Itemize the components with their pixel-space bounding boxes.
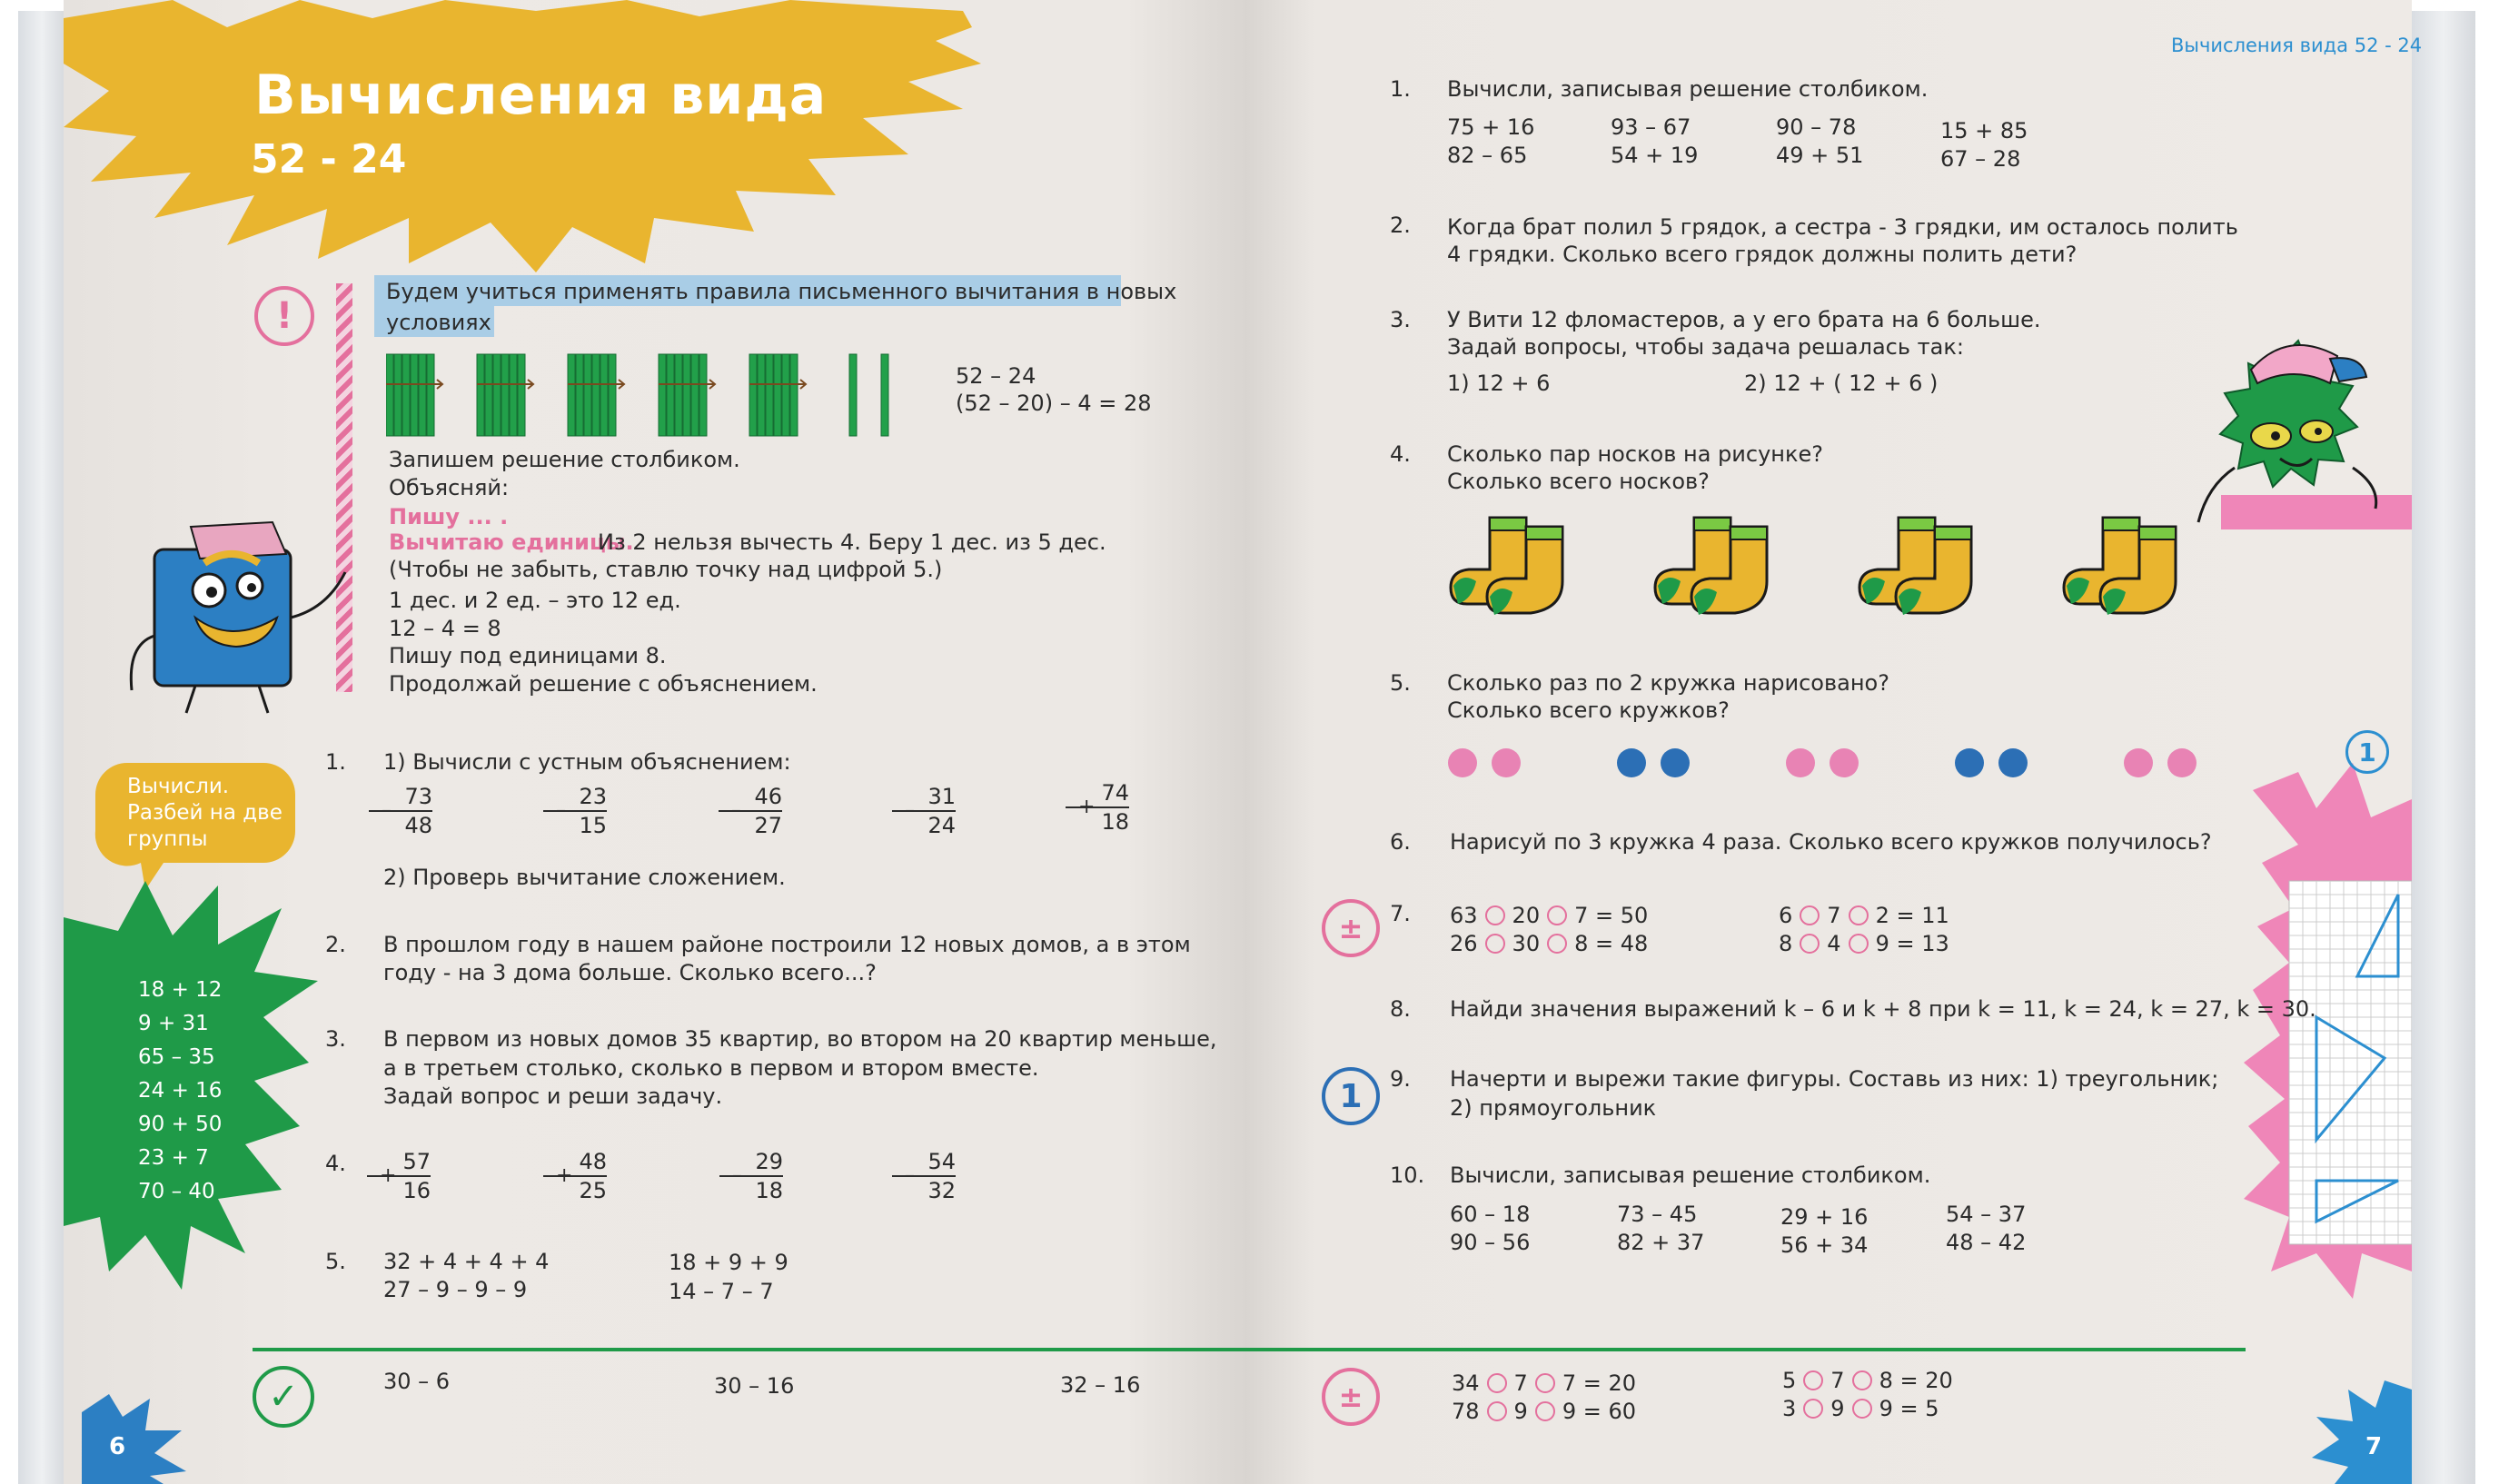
column-sign: +	[1078, 796, 1096, 818]
explain-line-8: Пишу под единицами 8.	[389, 643, 667, 668]
footer-compare-row-2-right: 3 9 9 = 5	[1782, 1396, 1939, 1421]
pink-circle	[1492, 748, 1521, 777]
right-task-10-expr: 73 – 45	[1617, 1202, 1698, 1227]
right-task-10-expr: 82 + 37	[1617, 1230, 1705, 1255]
rule-text-line2: условиях	[386, 310, 491, 335]
right-task-3-answer-a: 1) 12 + 6	[1447, 371, 1551, 396]
right-task-7-number: 7.	[1390, 901, 1411, 926]
exclamation-icon: !	[254, 286, 314, 346]
footer-expression-2: 30 – 16	[714, 1373, 795, 1399]
right-task-1-expr: 93 – 67	[1611, 114, 1691, 140]
column-sign: –	[382, 799, 392, 822]
right-task-1-expr: 67 – 28	[1940, 146, 2021, 172]
blue-circle	[1661, 748, 1690, 777]
number-one-badge-icon: 1	[2345, 730, 2389, 774]
column-problem: 46 27	[719, 783, 782, 839]
explain-line-7: 12 – 4 = 8	[389, 616, 501, 641]
page-number-left: 6	[109, 1433, 126, 1460]
number-one-icon: 1	[1322, 1067, 1380, 1125]
right-task-9-line-1: Начерти и вырежи такие фигуры. Составь из них: 1) треугольник;	[1450, 1066, 2219, 1092]
right-task-7-row-2-left: 26 30 8 = 48	[1450, 931, 1649, 956]
pink-circle	[1448, 748, 1477, 777]
left-task-4-number: 4.	[325, 1151, 346, 1176]
left-task-2-line-2: году - на 3 дома больше. Сколько всего...?	[383, 960, 877, 985]
book-edge-right	[2412, 11, 2475, 1484]
page-title: Вычисления вида	[254, 64, 828, 127]
explain-line-9: Продолжай решение с объяснением.	[389, 671, 818, 697]
right-task-1-expr: 90 – 78	[1776, 114, 1857, 140]
column-problem: 73 48	[369, 783, 432, 839]
column-problem: 54 32	[892, 1148, 956, 1204]
right-task-2-line-1: Когда брат полил 5 грядок, а сестра - 3 грядки, им осталось полить	[1447, 214, 2238, 240]
right-task-1-expr: 54 + 19	[1611, 143, 1699, 168]
right-task-10-expr: 56 + 34	[1780, 1232, 1869, 1258]
green-list-item-7: 70 – 40	[138, 1180, 215, 1203]
pink-circle	[2167, 748, 2197, 777]
green-list-item-1: 18 + 12	[138, 978, 223, 1002]
right-task-1-text: Вычисли, записывая решение столбиком.	[1447, 76, 1929, 102]
left-task-5-a2: 27 – 9 – 9 – 9	[383, 1277, 528, 1302]
example-expression-1: 52 – 24	[956, 363, 1036, 389]
page-subtitle: 52 - 24	[251, 136, 407, 183]
footer-expression-3: 32 – 16	[1060, 1372, 1141, 1398]
right-task-4-number: 4.	[1390, 441, 1411, 467]
explain-line-6: 1 дес. и 2 ед. – это 12 ед.	[389, 588, 681, 613]
left-task-1-text: 1) Вычисли с устным объяснением:	[383, 749, 791, 775]
footer-divider-left	[253, 1348, 1245, 1351]
socks-illustration	[1444, 513, 2207, 622]
column-problem: 74 18	[1066, 779, 1129, 836]
left-task-5-number: 5.	[325, 1249, 346, 1274]
blue-square-character	[114, 500, 359, 717]
blue-circle	[1617, 748, 1646, 777]
right-task-1-expr: 15 + 85	[1940, 118, 2028, 143]
book-edge-left	[18, 11, 65, 1484]
column-sign: –	[731, 799, 741, 822]
right-task-6-number: 6.	[1390, 829, 1411, 855]
right-task-4-line-2: Сколько всего носков?	[1447, 469, 1710, 494]
column-problem: 29 18	[719, 1148, 783, 1204]
right-task-3-answer-b: 2) 12 + ( 12 + 6 )	[1744, 371, 1939, 396]
right-task-10-expr: 54 – 37	[1946, 1202, 2027, 1227]
right-task-7-row-2-right: 8 4 9 = 13	[1779, 931, 1949, 956]
explain-line-4-label: Вычитаю единицы.	[389, 529, 634, 555]
column-sign: –	[905, 799, 915, 822]
speech-bubble-line-3: группы	[127, 827, 208, 851]
page-number-right: 7	[2365, 1433, 2383, 1460]
plus-minus-icon: ±	[1322, 1368, 1380, 1426]
left-task-3-line-2: а в третьем столько, сколько в первом и втором вместе.	[383, 1055, 1039, 1081]
footer-compare-row-1-left: 34 7 7 = 20	[1452, 1370, 1637, 1396]
right-task-10-text: Вычисли, записывая решение столбиком.	[1450, 1162, 1931, 1188]
left-task-3-line-3: Задай вопрос и реши задачу.	[383, 1083, 723, 1109]
speech-bubble-line-1: Вычисли.	[127, 775, 230, 798]
right-task-9-number: 9.	[1390, 1066, 1411, 1092]
pink-circle	[2124, 748, 2153, 777]
right-task-9-line-2: 2) прямоугольник	[1450, 1095, 1657, 1121]
green-list-item-4: 24 + 16	[138, 1079, 223, 1103]
explain-line-1: Запишем решение столбиком.	[389, 447, 740, 472]
right-task-1-expr: 49 + 51	[1776, 143, 1864, 168]
left-task-5-b2: 14 – 7 – 7	[669, 1279, 774, 1304]
left-task-3-line-1: В первом из новых домов 35 квартир, во втором на 20 квартир меньше,	[383, 1026, 1217, 1052]
right-task-5-line-2: Сколько всего кружков?	[1447, 697, 1730, 723]
right-task-4-line-1: Сколько пар носков на рисунке?	[1447, 441, 1823, 467]
right-task-3-number: 3.	[1390, 307, 1411, 332]
rule-text-line1: Будем учиться применять правила письменного вычитания в новых	[386, 279, 1177, 304]
explain-line-4-text: Из 2 нельзя вычесть 4. Беру 1 дес. из 5 дес.	[598, 529, 1106, 555]
left-task-5-a1: 32 + 4 + 4 + 4	[383, 1249, 550, 1274]
left-task-1-number: 1.	[325, 749, 346, 775]
left-task-3-number: 3.	[325, 1026, 346, 1052]
left-task-1-part-2: 2) Проверь вычитание сложением.	[383, 865, 786, 890]
plus-minus-icon: ±	[1322, 899, 1380, 957]
page-number-burst-left	[82, 1394, 191, 1484]
speech-bubble-line-2: Разбей на две	[127, 801, 283, 825]
explain-line-5: (Чтобы не забыть, ставлю точку над цифрой 5.)	[389, 557, 943, 582]
left-task-5-b1: 18 + 9 + 9	[669, 1250, 788, 1275]
right-task-10-expr: 60 – 18	[1450, 1202, 1531, 1227]
right-task-1-expr: 82 – 65	[1447, 143, 1528, 168]
green-list-item-5: 90 + 50	[138, 1113, 223, 1136]
right-task-1-number: 1.	[1390, 76, 1411, 102]
blue-circle	[1998, 748, 2028, 777]
pink-circle	[1830, 748, 1859, 777]
column-sign: –	[732, 1164, 742, 1187]
explain-line-3: Пишу ... .	[389, 504, 509, 529]
green-list-item-6: 23 + 7	[138, 1146, 209, 1170]
footer-compare-row-2-left: 78 9 9 = 60	[1452, 1399, 1637, 1424]
footer-divider-right	[1245, 1348, 2246, 1351]
right-task-10-expr: 29 + 16	[1780, 1204, 1869, 1230]
right-task-7-row-1-right: 6 7 2 = 11	[1779, 903, 1949, 928]
right-task-8-number: 8.	[1390, 996, 1411, 1022]
yellow-burst-decoration	[64, 0, 981, 300]
right-task-5-number: 5.	[1390, 670, 1411, 696]
footer-compare-row-1-right: 5 7 8 = 20	[1782, 1368, 1953, 1393]
right-task-10-expr: 48 – 42	[1946, 1230, 2027, 1255]
explain-line-2: Объясняй:	[389, 475, 510, 500]
right-task-2-line-2: 4 грядки. Сколько всего грядок должны полить дети?	[1447, 242, 2078, 267]
column-sign: –	[556, 799, 566, 822]
column-problem: 48 25	[543, 1148, 607, 1204]
right-task-3-line-1: У Вити 12 фломастеров, а у его брата на 6 больше.	[1447, 307, 2041, 332]
column-problem: 31 24	[892, 783, 956, 839]
checkmark-icon: ✓	[253, 1366, 314, 1428]
column-problem: 57 16	[367, 1148, 431, 1204]
stick-bundles-illustration	[386, 350, 895, 440]
right-task-6-text: Нарисуй по 3 кружка 4 раза. Сколько всего кружков получилось?	[1450, 829, 2212, 855]
footer-expression-1: 30 – 6	[383, 1369, 451, 1394]
page-number-burst-right	[2312, 1380, 2412, 1484]
right-task-10-number: 10.	[1390, 1162, 1425, 1188]
right-task-8-text: Найди значения выражений k – 6 и k + 8 при k = 11, k = 24, k = 27, k = 30.	[1450, 996, 2316, 1022]
column-sign: –	[905, 1164, 915, 1187]
column-problem: 23 15	[543, 783, 607, 839]
column-sign: +	[556, 1164, 573, 1187]
right-task-3-line-2: Задай вопросы, чтобы задача решалась так:	[1447, 334, 1964, 360]
example-expression-2: (52 – 20) – 4 = 28	[956, 391, 1152, 416]
right-task-10-expr: 90 – 56	[1450, 1230, 1531, 1255]
green-list-item-2: 9 + 31	[138, 1012, 209, 1035]
blue-circle	[1955, 748, 1984, 777]
left-task-2-number: 2.	[325, 932, 346, 957]
left-task-2-line-1: В прошлом году в нашем районе построили 12 новых домов, а в этом	[383, 932, 1191, 957]
pink-burst-decoration	[2244, 763, 2412, 1299]
right-task-5-line-1: Сколько раз по 2 кружка нарисовано?	[1447, 670, 1889, 696]
running-header: Вычисления вида 52 - 24	[2171, 35, 2423, 56]
right-task-7-row-1-left: 63 20 7 = 50	[1450, 903, 1649, 928]
right-task-2-number: 2.	[1390, 213, 1411, 238]
green-list-item-3: 65 – 35	[138, 1045, 215, 1069]
right-task-1-expr: 75 + 16	[1447, 114, 1535, 140]
pink-circle	[1786, 748, 1815, 777]
column-sign: +	[380, 1164, 397, 1187]
